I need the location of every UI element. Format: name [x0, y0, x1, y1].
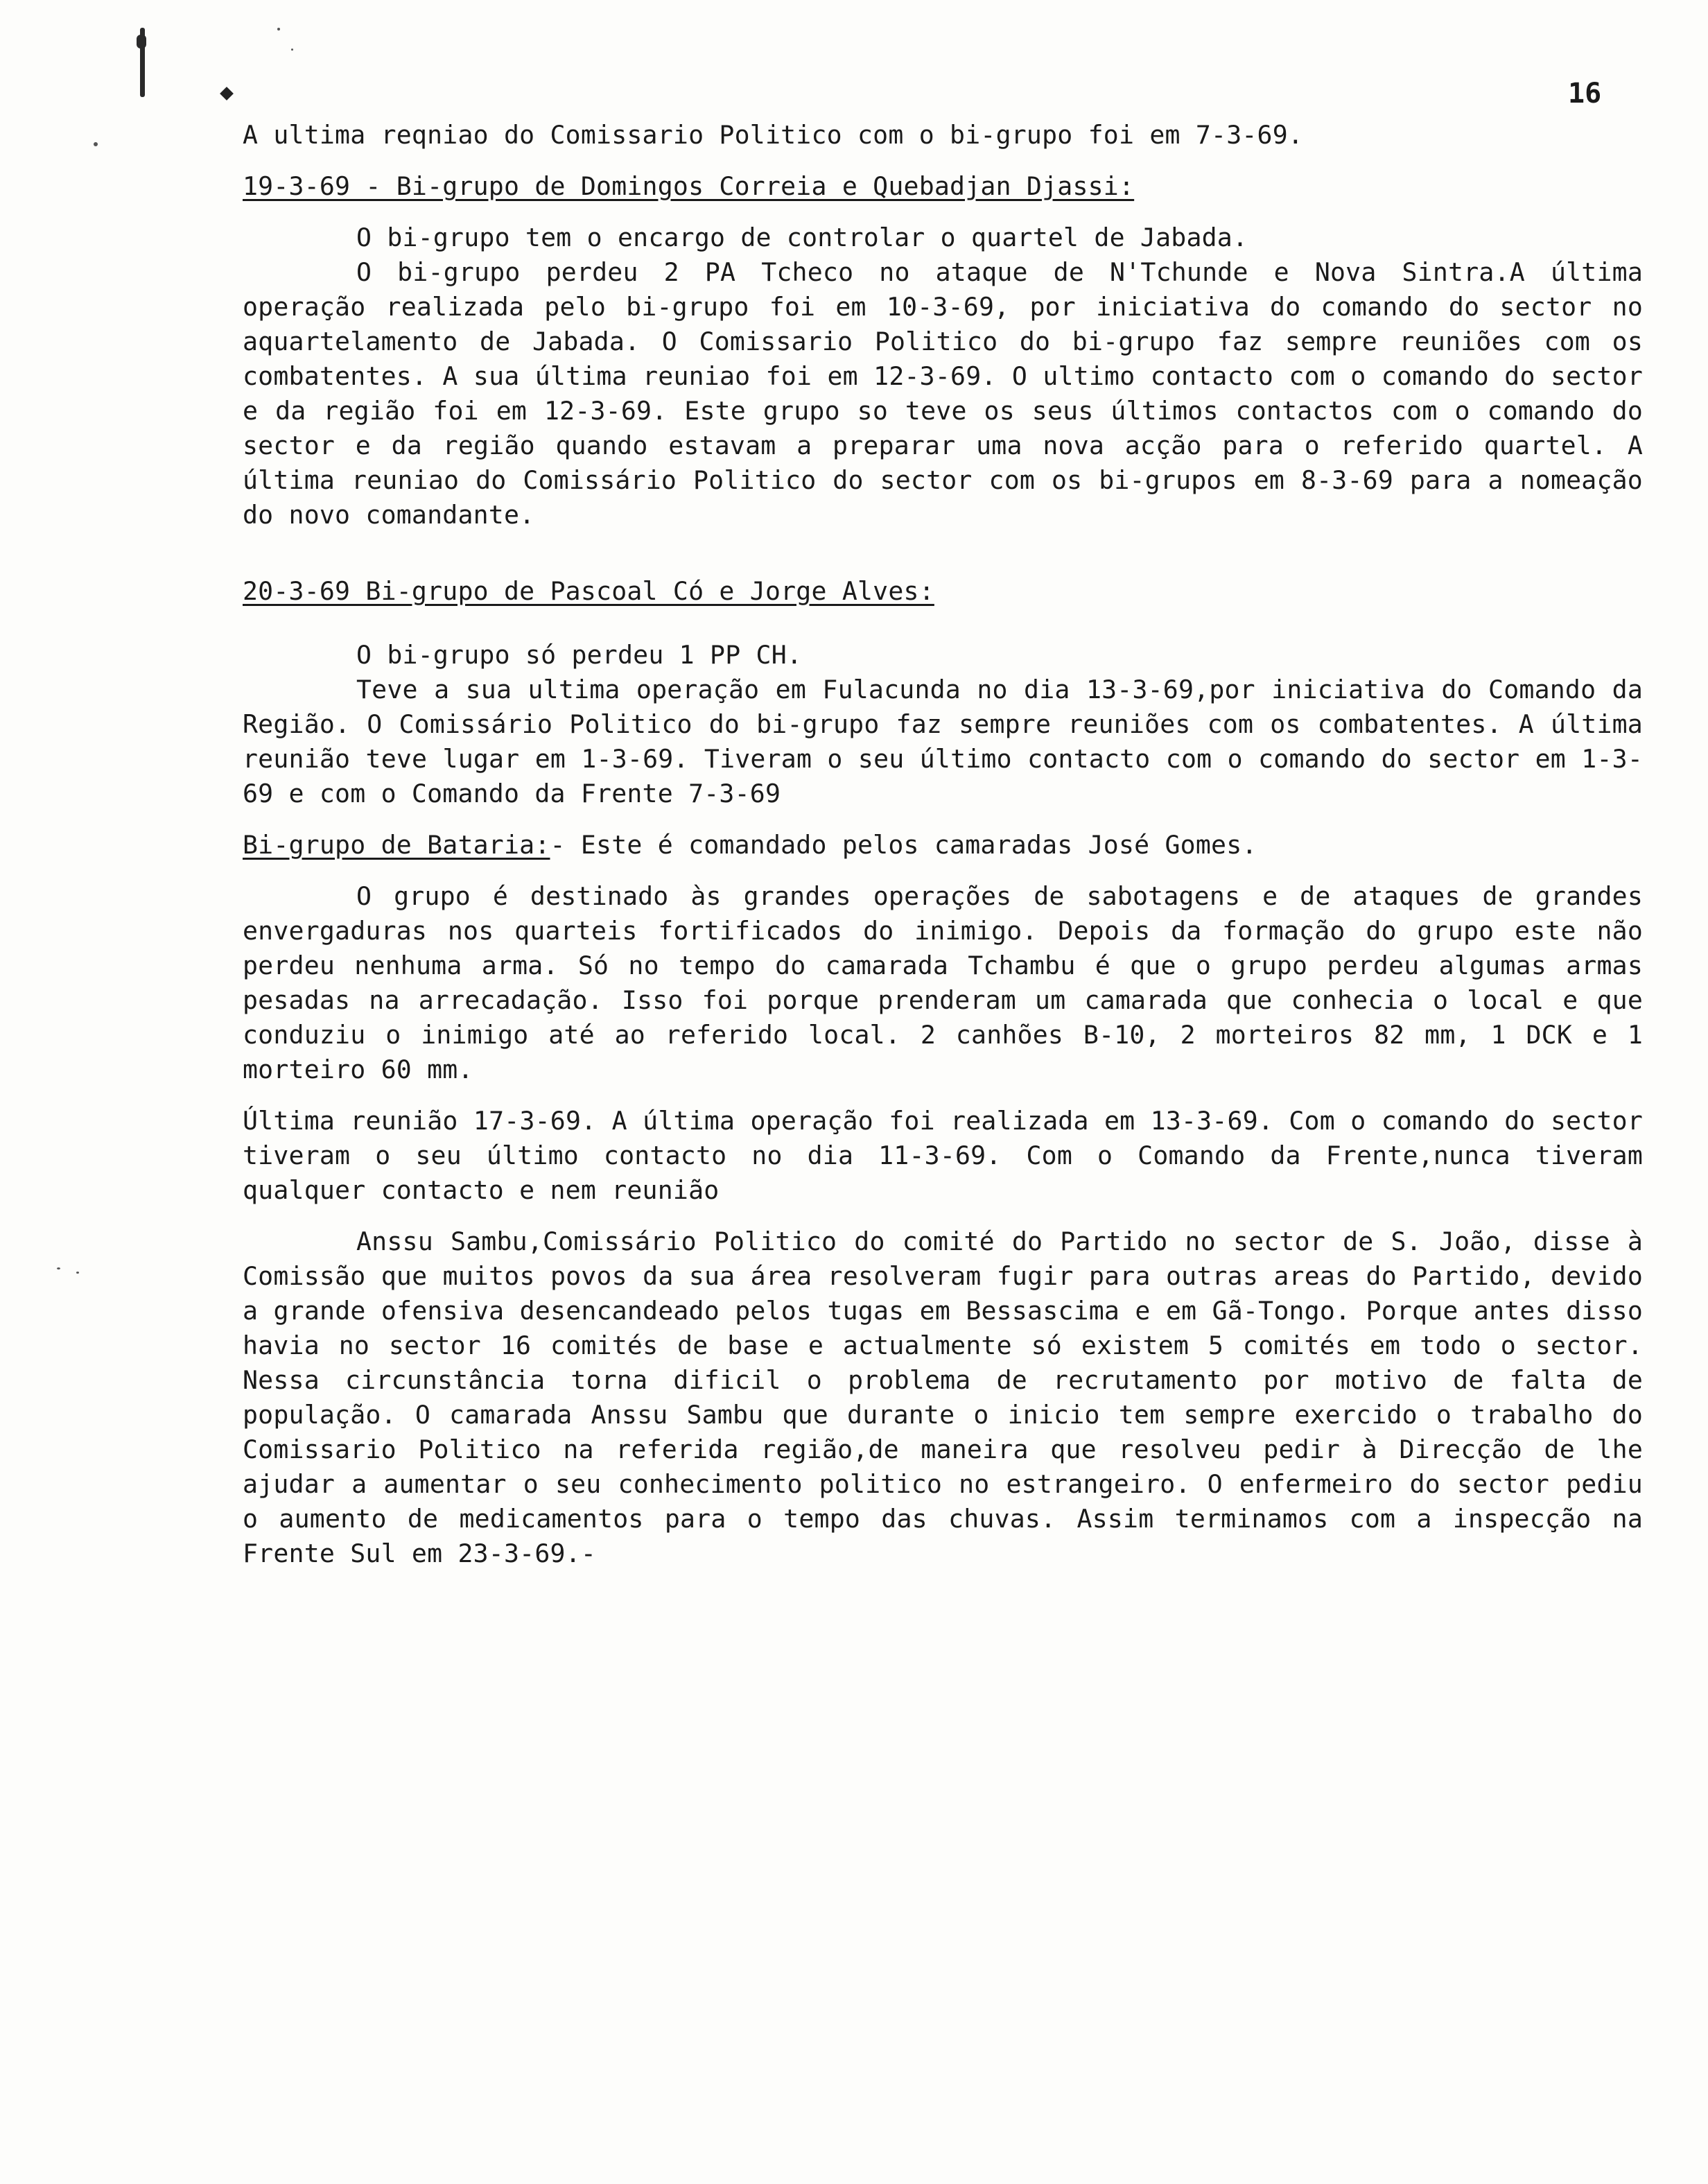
scan-speck: [57, 1267, 60, 1269]
document-body: [243, 118, 1643, 1571]
paragraph: Última reunião 17-3-69. A última operação foi realizada em 13-3-69. Com o comando do sector tiveram o seu último contacto no dia 11-3-69. Com o Comando da Frente,nunca tiveram qualquer contacto e nem reunião: [243, 1106, 1643, 1205]
section-heading: Bi-grupo de Bataria:: [243, 830, 550, 860]
scan-speck: [291, 49, 293, 51]
section-heading: 20-3-69 Bi-grupo de Pascoal Có e Jorge Alves:: [243, 576, 934, 606]
paragraph: O bi-grupo só perdeu 1 PP CH.: [356, 640, 803, 670]
binding-mark-top: [137, 35, 146, 49]
paragraph: O bi-grupo tem o encargo de controlar o quartel de Jabada.: [356, 223, 1248, 252]
paragraph: Teve a sua ultima operação em Fulacunda no dia 13-3-69,por iniciativa do Comando da Região. O Comissário Politico do bi-grupo faz sempre reuniões com os combatentes. A última reunião teve lugar em 1-3-69. Tiveram o seu último contacto com o comando do sector em 1-3-69 e com o Comando da Frente 7-3-69: [243, 675, 1643, 808]
paragraph: O bi-grupo perdeu 2 PA Tcheco no ataque de N'Tchunde e Nova Sintra.A última operação realizada pelo bi-grupo foi em 10-3-69, por iniciativa do comando do sector no aquartelamento de Jabada. O Comissario Politico do bi-grupo faz sempre reuniões com os combatentes. A sua última reuniao foi em 12-3-69. O ultimo contacto com o comando do sector e da região foi em 12-3-69. Este grupo so teve os seus últimos contactos com o comando do sector e da região quando estavam a preparar uma nova acção para o referido quartel. A última reuniao do Comissário Politico do sector com os bi-grupos em 8-3-69 para a nomeação do novo comandante.: [243, 257, 1643, 530]
scan-speck: [76, 1272, 79, 1274]
margin-mark: [220, 87, 234, 101]
paragraph: Anssu Sambu,Comissário Politico do comité do Partido no sector de S. João, disse à Comissão que muitos povos da sua área resolveram fugir para outras areas do Partido, devido a grande ofensiva desencandeado pelos tugas em Bessascima e em Gã-Tongo. Porque antes disso havia no sector 16 comités de base e actualmente só existem 5 comités em todo o sector. Nessa circunstância torna dificil o problema de recrutamento por motivo de falta de população. O camarada Anssu Sambu que durante o inicio tem sempre exercido o trabalho do Comissario Politico na referida região,de maneira que resolveu pedir à Direcção de lhe ajudar a aumentar o seu conhecimento politico no estrangeiro. O enfermeiro do sector pediu o aumento de medicamentos para o tempo das chuvas. Assim terminamos com a inspecção na Frente Sul em 23-3-69.-: [243, 1227, 1643, 1568]
scan-speck: [94, 142, 98, 146]
page-number: 16: [1568, 78, 1602, 110]
paragraph: O grupo é destinado às grandes operações de sabotagens e de ataques de grandes envergaduras nos quarteis fortificados do inimigo. Depois da formação do grupo este não perdeu nenhuma arma. Só no tempo do camarada Tchambu é que o grupo perdeu algumas armas pesadas na arrecadação. Isso foi porque prenderam um camarada que conhecia o local e que conduziu o inimigo até ao referido local. 2 canhões B-10, 2 morteiros 82 mm, 1 DCK e 1 morteiro 60 mm.: [243, 881, 1643, 1084]
paragraph: A ultima reqniao do Comissario Politico com o bi-grupo foi em 7-3-69.: [243, 120, 1304, 150]
section-heading-line: [243, 828, 1643, 863]
section-heading: 19-3-69 - Bi-grupo de Domingos Correia e Quebadjan Djassi:: [243, 171, 1135, 201]
heading-text: - Este é comandado pelos camaradas José Gomes.: [550, 830, 1257, 860]
scan-speck: [277, 28, 280, 31]
